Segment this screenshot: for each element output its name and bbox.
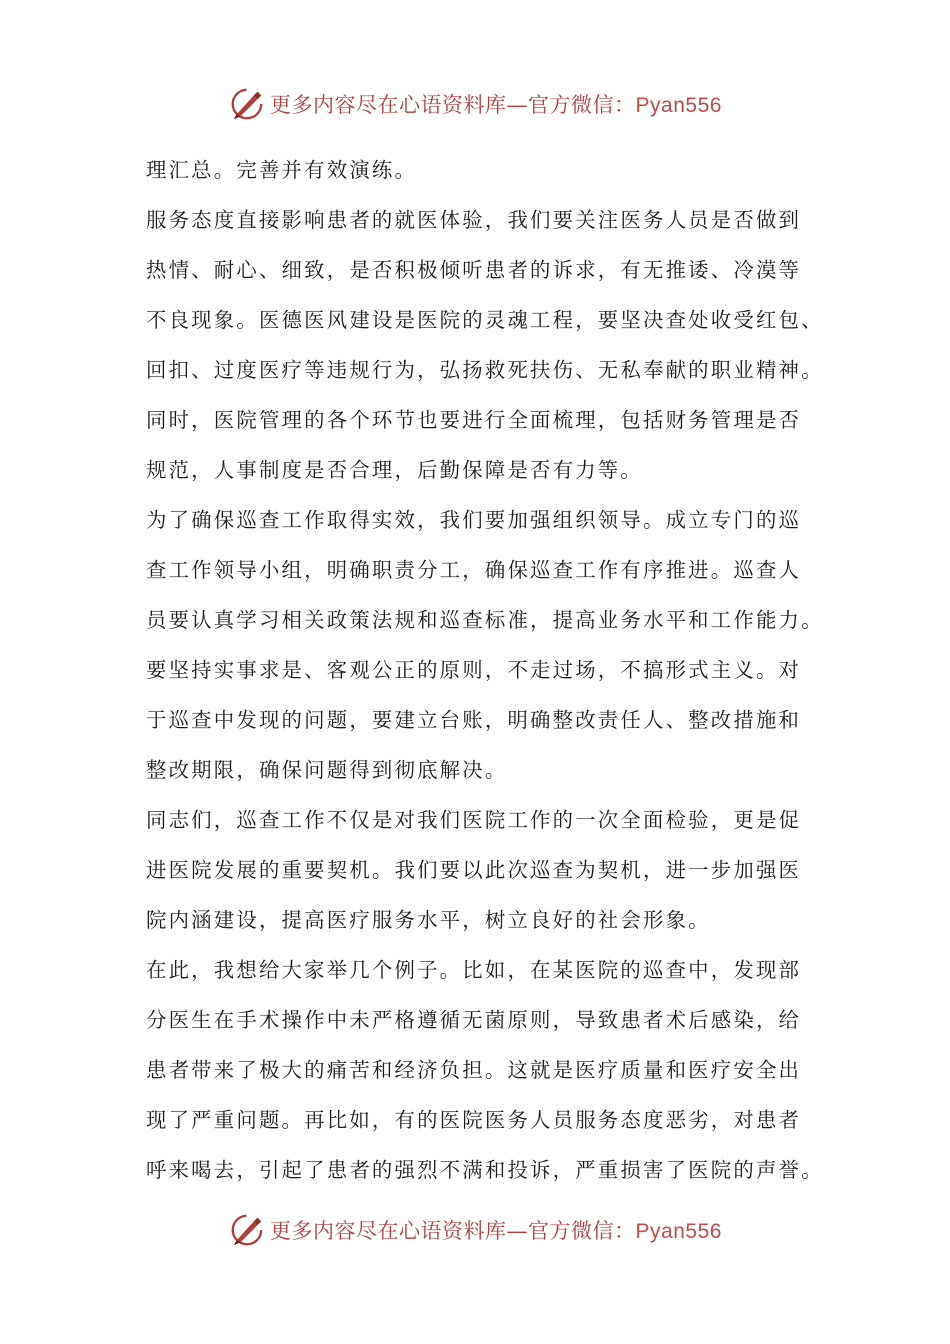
header-banner	[0, 84, 950, 124]
text-line: 进医院发展的重要契机。我们要以此次巡查为契机，进一步加强医	[146, 858, 802, 882]
text-line: 为了确保巡查工作取得实效，我们要加强组织领导。成立专门的巡	[146, 508, 802, 532]
text-line: 回扣、过度医疗等违规行为，弘扬救死扶伤、无私奉献的职业精神。	[146, 358, 824, 382]
text-line: 同时，医院管理的各个环节也要进行全面梳理，包括财务管理是否	[146, 408, 802, 432]
text-line: 呼来喝去，引起了患者的强烈不满和投诉，严重损害了医院的声誉。	[146, 1158, 824, 1182]
text-line: 于巡查中发现的问题，要建立台账，明确整改责任人、整改措施和	[146, 708, 802, 732]
text-line: 分医生在手术操作中未严格遵循无菌原则，导致患者术后感染，给	[146, 1008, 802, 1032]
text-line: 不良现象。医德医风建设是医院的灵魂工程，要坚决查处收受红包、	[146, 308, 824, 332]
text-line: 查工作领导小组，明确职责分工，确保巡查工作有序推进。巡查人	[146, 558, 802, 582]
text-line: 理汇总。完善并有效演练。	[146, 158, 418, 182]
text-line: 规范，人事制度是否合理，后勤保障是否有力等。	[146, 458, 643, 482]
pen-logo-icon	[228, 85, 266, 123]
pen-logo-icon	[228, 1211, 266, 1249]
document-body	[146, 150, 826, 1200]
text-line: 服务态度直接影响患者的就医体验，我们要关注医务人员是否做到	[146, 208, 802, 232]
text-line: 院内涵建设，提高医疗服务水平，树立良好的社会形象。	[146, 908, 711, 932]
footer-banner	[0, 1210, 950, 1250]
text-line: 要坚持实事求是、客观公正的原则，不走过场，不搞形式主义。对	[146, 658, 802, 682]
text-line: 整改期限，确保问题得到彻底解决。	[146, 758, 508, 782]
text-line: 患者带来了极大的痛苦和经济负担。这就是医疗质量和医疗安全出	[146, 1058, 802, 1082]
text-line: 热情、耐心、细致，是否积极倾听患者的诉求，有无推诿、冷漠等	[146, 258, 802, 282]
text-line: 员要认真学习相关政策法规和巡查标准，提高业务水平和工作能力。	[146, 608, 824, 632]
header-text: 更多内容尽在心语资料库—官方微信：Pyan556	[270, 93, 722, 117]
text-line: 在此，我想给大家举几个例子。比如，在某医院的巡查中，发现部	[146, 958, 802, 982]
text-line: 同志们，巡查工作不仅是对我们医院工作的一次全面检验，更是促	[146, 808, 802, 832]
text-line: 现了严重问题。再比如，有的医院医务人员服务态度恶劣，对患者	[146, 1108, 802, 1132]
header-wechat-id: Pyan556	[635, 94, 722, 117]
footer-wechat-id: Pyan556	[635, 1220, 722, 1243]
footer-text: 更多内容尽在心语资料库—官方微信：Pyan556	[270, 1219, 722, 1243]
